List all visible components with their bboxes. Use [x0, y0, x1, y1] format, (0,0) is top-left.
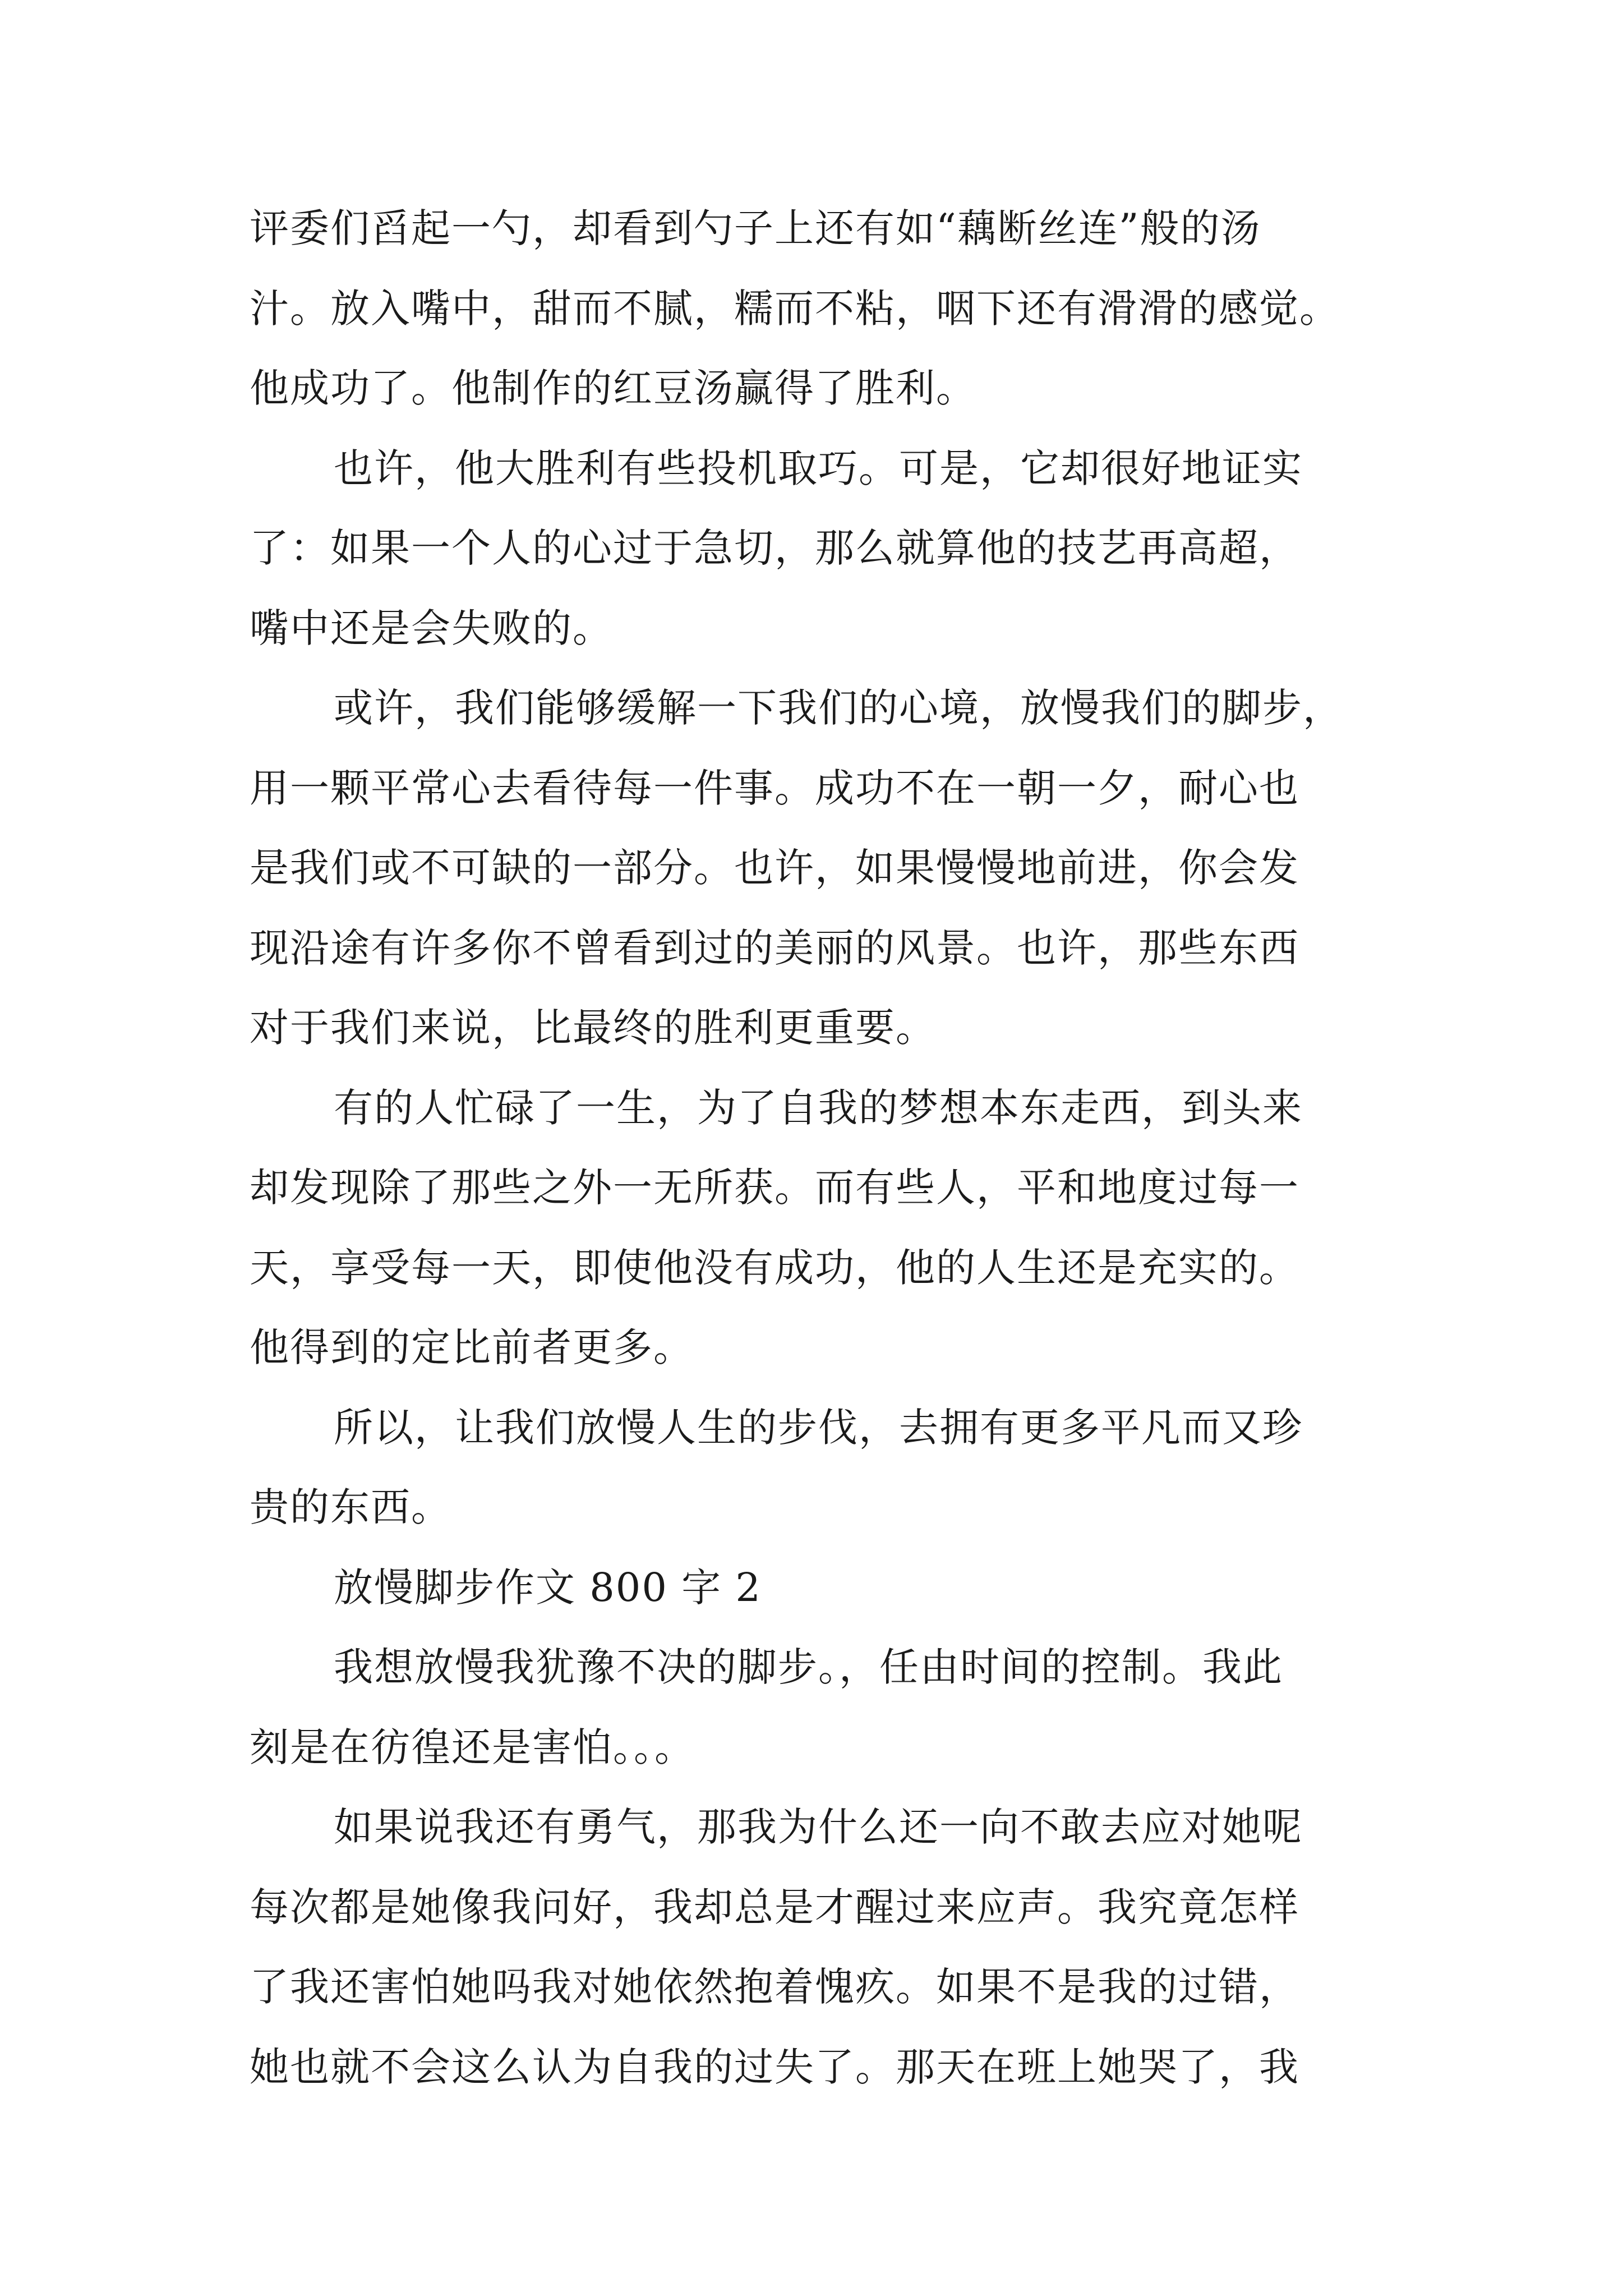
text-line: 我想放慢我犹豫不决的脚步。，任由时间的控制。我此: [334, 1644, 1283, 1690]
text-line: 却发现除了那些之外一无所获。而有些人，平和地度过每一: [250, 1165, 1299, 1211]
text-line: 天，享受每一天，即使他没有成功，他的人生还是充实的。: [250, 1244, 1299, 1291]
text-line: 现沿途有许多你不曾看到过的美丽的风景。也许，那些东西: [250, 924, 1299, 971]
text-line: 他成功了。他制作的红豆汤赢得了胜利。: [250, 365, 976, 411]
text-line: 了我还害怕她吗我对她依然抱着愧疚。如果不是我的过错，: [250, 1964, 1299, 2010]
text-line: 评委们舀起一勺，却看到勺子上还有如“藕断丝连”般的汤: [250, 205, 1261, 251]
text-line: 用一颗平常心去看待每一件事。成功不在一朝一夕，耐心也: [250, 765, 1299, 811]
text-line: 有的人忙碌了一生，为了自我的梦想本东走西，到头来: [334, 1084, 1303, 1131]
text-line: 也许，他大胜利有些投机取巧。可是，它却很好地证实: [334, 445, 1303, 491]
text-line: 所以，让我们放慢人生的步伐，去拥有更多平凡而又珍: [334, 1404, 1303, 1451]
text-line: 贵的东西。: [250, 1484, 451, 1530]
text-line: 是我们或不可缺的一部分。也许，如果慢慢地前进，你会发: [250, 845, 1299, 891]
text-line: 每次都是她像我问好，我却总是才醒过来应声。我究竟怎样: [250, 1884, 1299, 1930]
text-line: 如果说我还有勇气，那我为什么还一向不敢去应对她呢: [334, 1804, 1303, 1850]
text-line: 或许，我们能够缓解一下我们的心境，放慢我们的脚步，: [334, 685, 1343, 731]
document-body: [250, 188, 1388, 2107]
text-line: 她也就不会这么认为自我的过失了。那天在班上她哭了，我: [250, 2044, 1299, 2090]
text-line: 刻是在彷徨还是害怕。。。: [250, 1724, 695, 1770]
text-line: 了：如果一个人的心过于急切，那么就算他的技艺再高超，: [250, 525, 1299, 571]
text-line: 汁。放入嘴中，甜而不腻，糯而不粘，咽下还有滑滑的感觉。: [250, 285, 1340, 332]
text-line: 他得到的定比前者更多。: [250, 1324, 694, 1370]
text-line: 对于我们来说，比最终的胜利更重要。: [250, 1005, 936, 1051]
text-line: 放慢脚步作文 800 字 2: [334, 1564, 762, 1611]
text-line: 嘴中还是会失败的。: [250, 605, 613, 651]
